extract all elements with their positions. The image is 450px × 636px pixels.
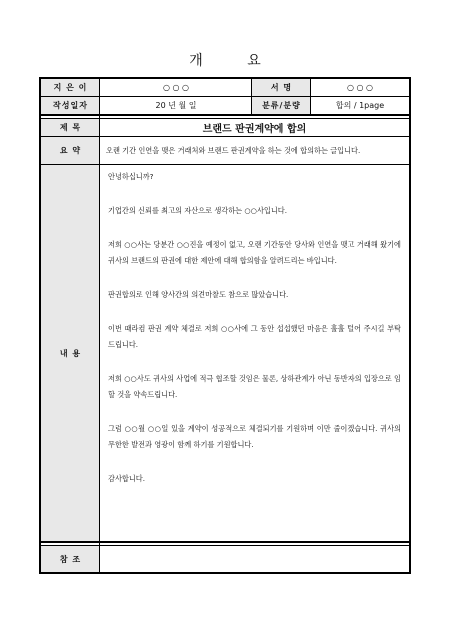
paragraph-request: 이번 때라컴 판권 계약 체결로 저희 ○○사에 그 동안 섭섭했던 마음은 훌훌 털어 주시길 부탁드립니다. — [108, 324, 401, 349]
column-divider — [310, 79, 311, 114]
signature-value[interactable]: ○ ○ ○ — [346, 83, 374, 92]
date-label: 작성일자 — [41, 97, 100, 114]
subject-label: 제 목 — [41, 119, 100, 136]
summary-label: 요 약 — [41, 137, 100, 164]
column-divider — [99, 79, 100, 572]
classification-value[interactable]: 합의 / 1page — [335, 101, 385, 110]
column-divider — [251, 79, 252, 114]
row-divider — [41, 136, 409, 137]
author-label: 지 은 이 — [41, 79, 100, 96]
row-divider — [41, 545, 409, 546]
paragraph-intro: 기업간의 신뢰를 최고의 자산으로 생각하는 ○○사입니다. — [108, 206, 288, 215]
paragraph-agreement: 저희 ○○사는 당분간 ○○진을 예정이 없고, 오랜 기간동안 당사와 인연을 맺고 거래해 왔기에 귀사의 브랜드의 판권에 대한 제안에 대해 합의함을 알려드리는 바입니다. — [108, 240, 401, 265]
row-divider — [41, 541, 409, 543]
row-divider — [41, 164, 409, 165]
summary-value[interactable]: 오랜 기간 인연을 맺은 거래처와 브랜드 판권계약을 하는 것에 합의하는 글입니다. — [106, 146, 361, 155]
content-label: 내 용 — [41, 165, 100, 541]
paragraph-greeting: 안녕하십니까? — [108, 172, 154, 181]
date-value[interactable]: 20 년 월 일 — [155, 101, 197, 110]
author-value[interactable]: ○ ○ ○ — [162, 83, 190, 92]
paragraph-conflict: 판권합의로 인해 양사간의 의견마찰도 참으로 많았습니다. — [108, 290, 289, 299]
paragraph-thanks: 감사합니다. — [108, 474, 146, 483]
classification-label: 분류/분량 — [252, 97, 311, 114]
row-divider — [41, 114, 409, 116]
paragraph-closing: 그럼 ○○월 ○○일 있을 계약이 성공적으로 체결되기를 기원하며 이만 줄이겠습니다. 귀사의 무한한 발전과 영광이 함께 하기를 기원합니다. — [108, 424, 401, 449]
reference-label: 참 조 — [41, 546, 100, 572]
content-body[interactable] — [100, 165, 409, 541]
subject-value[interactable]: 브랜드 판권계약에 합의 — [202, 124, 307, 135]
summary-form — [39, 77, 411, 574]
signature-label: 서 명 — [252, 79, 311, 96]
paragraph-promise: 저희 ○○사도 귀사의 사업에 적극 협조할 것임은 물론, 상하관계가 아닌 동반자의 입장으로 임할 것을 약속드립니다. — [108, 374, 401, 399]
row-divider — [41, 96, 409, 97]
row-divider — [41, 118, 409, 119]
document-title: 개 요 — [189, 53, 281, 69]
reference-value[interactable] — [100, 546, 409, 572]
